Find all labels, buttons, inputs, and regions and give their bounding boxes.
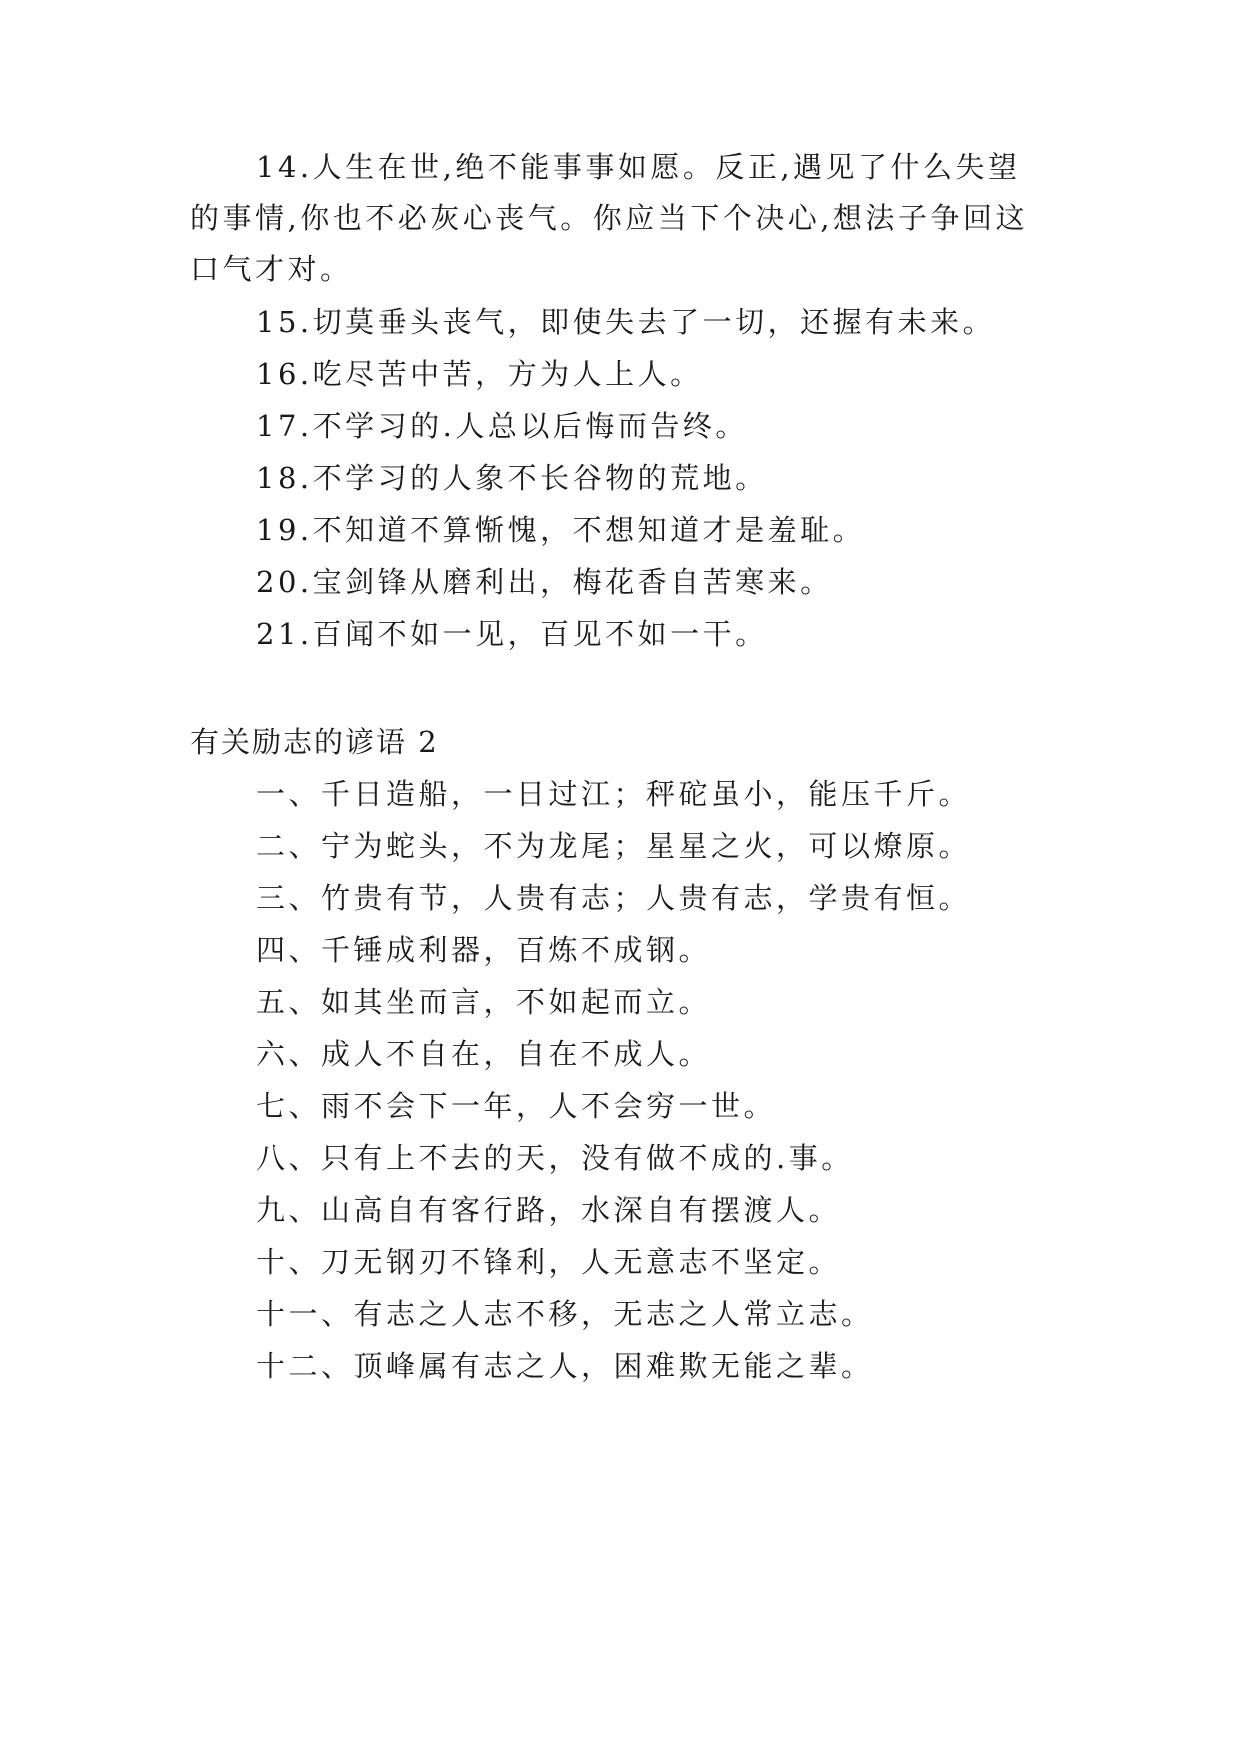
- proverb-11: 十一、有志之人志不移，无志之人常立志。: [256, 1297, 874, 1331]
- proverb-2: 二、宁为蛇头，不为龙尾；星星之火，可以燎原。: [256, 829, 972, 863]
- proverb-6: 六、成人不自在，自在不成人。: [256, 1037, 712, 1071]
- saying-14-line-2: 的事情,你也不必灰心丧气。你应当下个决心,想法子争回这: [190, 201, 1028, 235]
- proverb-4: 四、千锤成利器，百炼不成钢。: [256, 933, 712, 967]
- proverb-12: 十二、顶峰属有志之人，困难欺无能之辈。: [256, 1349, 874, 1383]
- proverb-8: 八、只有上不去的天，没有做不成的.事。: [256, 1141, 854, 1175]
- saying-20: 20.宝剑锋从磨利出，梅花香自苦寒来。: [256, 565, 833, 599]
- proverb-3: 三、竹贵有节，人贵有志；人贵有志，学贵有恒。: [256, 881, 972, 915]
- proverb-10: 十、刀无钢刃不锋利，人无意志不坚定。: [256, 1245, 842, 1279]
- saying-15: 15.切莫垂头丧气，即使失去了一切，还握有未来。: [256, 305, 996, 339]
- saying-18: 18.不学习的人象不长谷物的荒地。: [256, 461, 768, 495]
- saying-14-line-3: 口气才对。: [190, 252, 353, 286]
- proverb-1: 一、千日造船，一日过江；秤砣虽小，能压千斤。: [256, 777, 972, 811]
- proverb-7: 七、雨不会下一年，人不会穷一世。: [256, 1089, 777, 1123]
- proverb-9: 九、山高自有客行路，水深自有摆渡人。: [256, 1193, 842, 1227]
- saying-19: 19.不知道不算惭愧，不想知道才是羞耻。: [256, 513, 866, 547]
- saying-17: 17.不学习的.人总以后悔而告终。: [256, 409, 748, 443]
- saying-16: 16.吃尽苦中苦，方为人上人。: [256, 357, 703, 391]
- saying-21: 21.百闻不如一见，百见不如一干。: [256, 617, 768, 651]
- proverb-5: 五、如其坐而言，不如起而立。: [256, 985, 712, 1019]
- section-heading: 有关励志的谚语 2: [190, 725, 439, 759]
- saying-14-line-1: 14.人生在世,绝不能事事如愿。反正,遇见了什么失望: [256, 150, 1021, 184]
